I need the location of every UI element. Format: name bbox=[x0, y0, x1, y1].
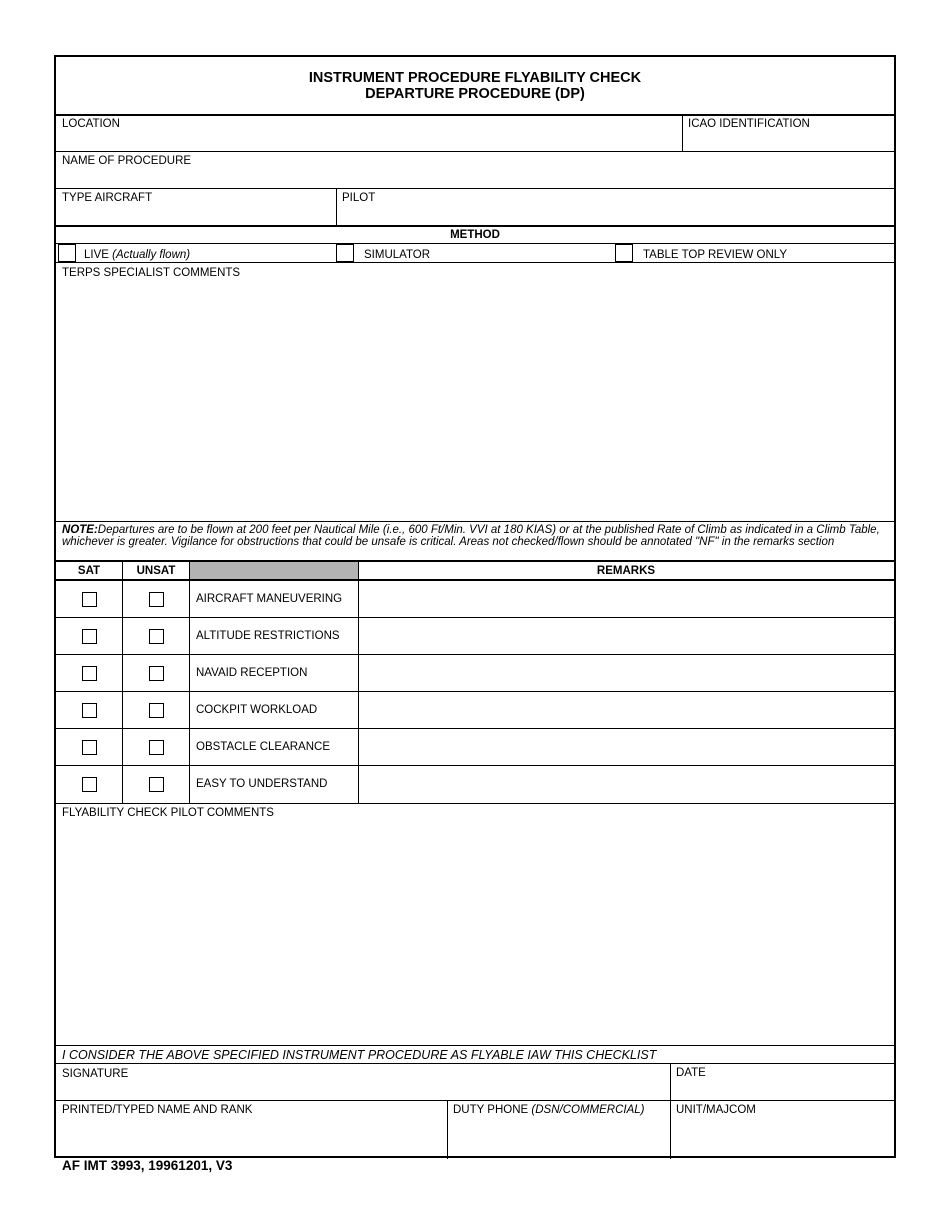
sat-header: SAT bbox=[77, 565, 101, 577]
duty-phone-input[interactable] bbox=[449, 1121, 668, 1153]
divider bbox=[56, 728, 894, 729]
date-input[interactable] bbox=[672, 1082, 892, 1100]
divider bbox=[56, 560, 894, 562]
divider bbox=[56, 1100, 894, 1101]
note-text: Departures are to be flown at 200 feet per Nautical Mile (i.e., 600 Ft/Min. VVI at 180 KIAS) or at the published Rate of Climb as indicated in a Climb Table, whichever is greater. Vigilance for obstructions that could be unsafe is critical. Areas not checked/flown should be annotated "NF" in the remarks section bbox=[62, 524, 880, 548]
procedure-name-label: NAME OF PROCEDURE bbox=[62, 155, 192, 167]
item-header-shade bbox=[190, 562, 358, 579]
checklist-item-label: OBSTACLE CLEARANCE bbox=[196, 741, 330, 753]
icao-input[interactable] bbox=[684, 133, 892, 151]
note-label: NOTE: bbox=[62, 524, 98, 536]
divider bbox=[56, 765, 894, 766]
unit-majcom-input[interactable] bbox=[672, 1121, 892, 1153]
divider bbox=[56, 803, 894, 804]
form-subtitle: DEPARTURE PROCEDURE (DP) bbox=[365, 86, 585, 102]
divider bbox=[122, 562, 123, 804]
unsat-checkbox[interactable] bbox=[149, 777, 164, 792]
aircraft-type-label: TYPE AIRCRAFT bbox=[62, 192, 153, 204]
divider bbox=[56, 1045, 894, 1046]
remarks-input[interactable] bbox=[360, 693, 892, 727]
remarks-header: REMARKS bbox=[596, 565, 656, 577]
divider bbox=[56, 114, 894, 116]
signature-label: SIGNATURE bbox=[62, 1068, 129, 1080]
divider bbox=[56, 1063, 894, 1064]
divider bbox=[56, 151, 894, 152]
divider bbox=[56, 521, 894, 522]
remarks-input[interactable] bbox=[360, 619, 892, 653]
sat-checkbox[interactable] bbox=[82, 777, 97, 792]
pilot-comments-input[interactable] bbox=[58, 823, 892, 1043]
checklist-item-label: EASY TO UNDERSTAND bbox=[196, 778, 328, 790]
pilot-comments-label: FLYABILITY CHECK PILOT COMMENTS bbox=[62, 807, 274, 819]
divider bbox=[189, 562, 190, 804]
divider bbox=[56, 188, 894, 189]
location-input[interactable] bbox=[58, 133, 678, 151]
duty-phone-label: DUTY PHONE (DSN/COMMERCIAL) bbox=[453, 1104, 645, 1116]
pilot-input[interactable] bbox=[338, 207, 892, 225]
divider bbox=[56, 691, 894, 692]
divider bbox=[358, 562, 359, 804]
terps-comments-label: TERPS SPECIALIST COMMENTS bbox=[62, 267, 241, 279]
sat-checkbox[interactable] bbox=[82, 703, 97, 718]
divider bbox=[447, 1100, 448, 1159]
live-label: LIVE (Actually flown) bbox=[84, 249, 191, 261]
sat-checkbox[interactable] bbox=[82, 629, 97, 644]
unsat-checkbox[interactable] bbox=[149, 592, 164, 607]
checklist-item-label: ALTITUDE RESTRICTIONS bbox=[196, 630, 340, 642]
remarks-input[interactable] bbox=[360, 656, 892, 690]
remarks-input[interactable] bbox=[360, 730, 892, 764]
method-heading: METHOD bbox=[450, 229, 500, 241]
remarks-input[interactable] bbox=[360, 582, 892, 616]
icao-label: ICAO IDENTIFICATION bbox=[688, 118, 810, 130]
simulator-label: SIMULATOR bbox=[364, 249, 431, 261]
checklist-item-label: NAVAID RECEPTION bbox=[196, 667, 308, 679]
divider bbox=[56, 225, 894, 227]
unsat-header: UNSAT bbox=[136, 565, 176, 577]
sat-checkbox[interactable] bbox=[82, 666, 97, 681]
divider bbox=[336, 188, 337, 226]
departure-note bbox=[62, 524, 888, 548]
tabletop-checkbox[interactable] bbox=[615, 244, 633, 262]
aircraft-type-input[interactable] bbox=[58, 207, 332, 225]
divider bbox=[56, 617, 894, 618]
unsat-checkbox[interactable] bbox=[149, 629, 164, 644]
name-rank-label: PRINTED/TYPED NAME AND RANK bbox=[62, 1104, 253, 1116]
form-identifier: AF IMT 3993, 19961201, V3 bbox=[62, 1158, 233, 1173]
date-label: DATE bbox=[676, 1067, 706, 1079]
simulator-checkbox[interactable] bbox=[336, 244, 354, 262]
divider bbox=[56, 262, 894, 263]
checklist-item-label: AIRCRAFT MANEUVERING bbox=[196, 593, 343, 605]
divider bbox=[670, 1063, 671, 1159]
tabletop-label: TABLE TOP REVIEW ONLY bbox=[643, 249, 788, 261]
live-checkbox[interactable] bbox=[58, 244, 76, 262]
unsat-checkbox[interactable] bbox=[149, 703, 164, 718]
sat-checkbox[interactable] bbox=[82, 592, 97, 607]
signature-input[interactable] bbox=[58, 1082, 666, 1100]
unsat-checkbox[interactable] bbox=[149, 666, 164, 681]
procedure-name-input[interactable] bbox=[58, 170, 892, 188]
pilot-label: PILOT bbox=[342, 192, 376, 204]
form-title: INSTRUMENT PROCEDURE FLYABILITY CHECK bbox=[308, 70, 642, 86]
checklist-item-label: COCKPIT WORKLOAD bbox=[196, 704, 318, 716]
certification-statement: I CONSIDER THE ABOVE SPECIFIED INSTRUMENT PROCEDURE AS FLYABLE IAW THIS CHECKLIST bbox=[62, 1048, 657, 1062]
terps-comments-input[interactable] bbox=[58, 283, 892, 519]
divider bbox=[682, 114, 683, 151]
sat-checkbox[interactable] bbox=[82, 740, 97, 755]
divider bbox=[56, 654, 894, 655]
unit-majcom-label: UNIT/MAJCOM bbox=[676, 1104, 756, 1116]
remarks-input[interactable] bbox=[360, 767, 892, 801]
unsat-checkbox[interactable] bbox=[149, 740, 164, 755]
location-label: LOCATION bbox=[62, 118, 120, 130]
name-rank-input[interactable] bbox=[58, 1121, 444, 1153]
flyability-form bbox=[54, 55, 896, 1158]
divider bbox=[56, 243, 894, 244]
divider bbox=[56, 579, 894, 581]
